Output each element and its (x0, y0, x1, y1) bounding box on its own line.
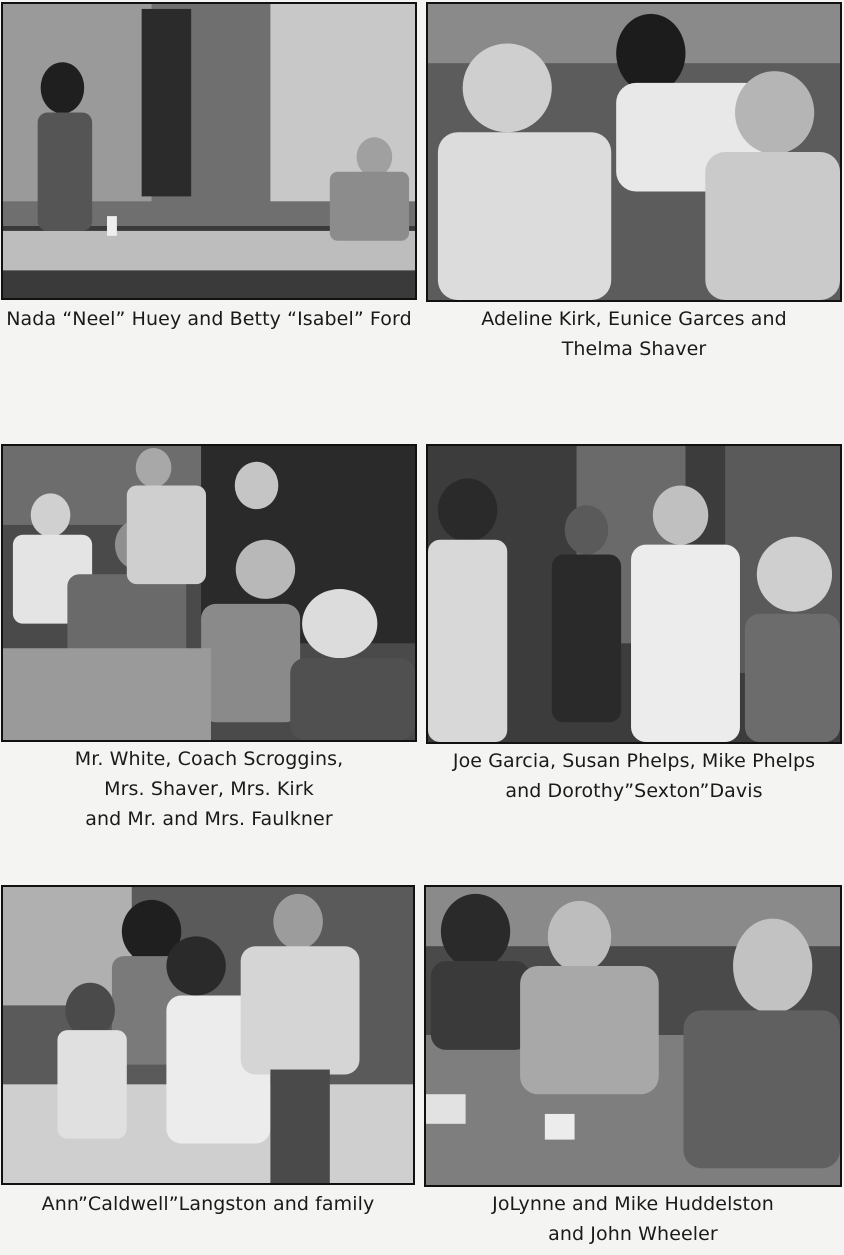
caption-3 (0, 744, 418, 834)
photo-2 (426, 2, 842, 302)
caption-2-line-1: Adeline Kirk, Eunice Garces and (481, 308, 787, 330)
caption-3-line-3: and Mr. and Mrs. Faulkner (85, 808, 333, 830)
photo-6 (424, 885, 842, 1187)
photo-2-image (428, 4, 840, 300)
photo-4 (426, 444, 842, 744)
caption-5 (0, 1189, 416, 1219)
caption-3-line-2: Mrs. Shaver, Mrs. Kirk (104, 778, 314, 800)
photo-3-image (3, 446, 415, 740)
caption-4-line-1: Joe Garcia, Susan Phelps, Mike Phelps (452, 750, 816, 772)
photo-4-image (428, 446, 840, 742)
caption-1 (0, 304, 418, 334)
caption-3-line-1: Mr. White, Coach Scroggins, (74, 748, 344, 770)
photo-5-image (3, 887, 413, 1183)
photo-3 (1, 444, 417, 742)
caption-1-line-1: Nada “Neel” Huey and Betty “Isabel” Ford (6, 308, 412, 330)
caption-6-line-2: and John Wheeler (548, 1223, 718, 1245)
photo-6-image (426, 887, 840, 1185)
caption-2-line-2: Thelma Shaver (561, 338, 707, 360)
caption-6-line-1: JoLynne and Mike Huddelston (492, 1193, 774, 1215)
caption-4-line-2: and Dorothy”Sexton”Davis (505, 780, 763, 802)
caption-4 (426, 746, 842, 806)
photo-5 (1, 885, 415, 1185)
caption-5-line-1: Ann”Caldwell”Langston and family (41, 1193, 375, 1215)
caption-6 (424, 1189, 842, 1249)
caption-2 (426, 304, 842, 364)
photo-1-image (3, 4, 415, 298)
photo-1 (1, 2, 417, 300)
